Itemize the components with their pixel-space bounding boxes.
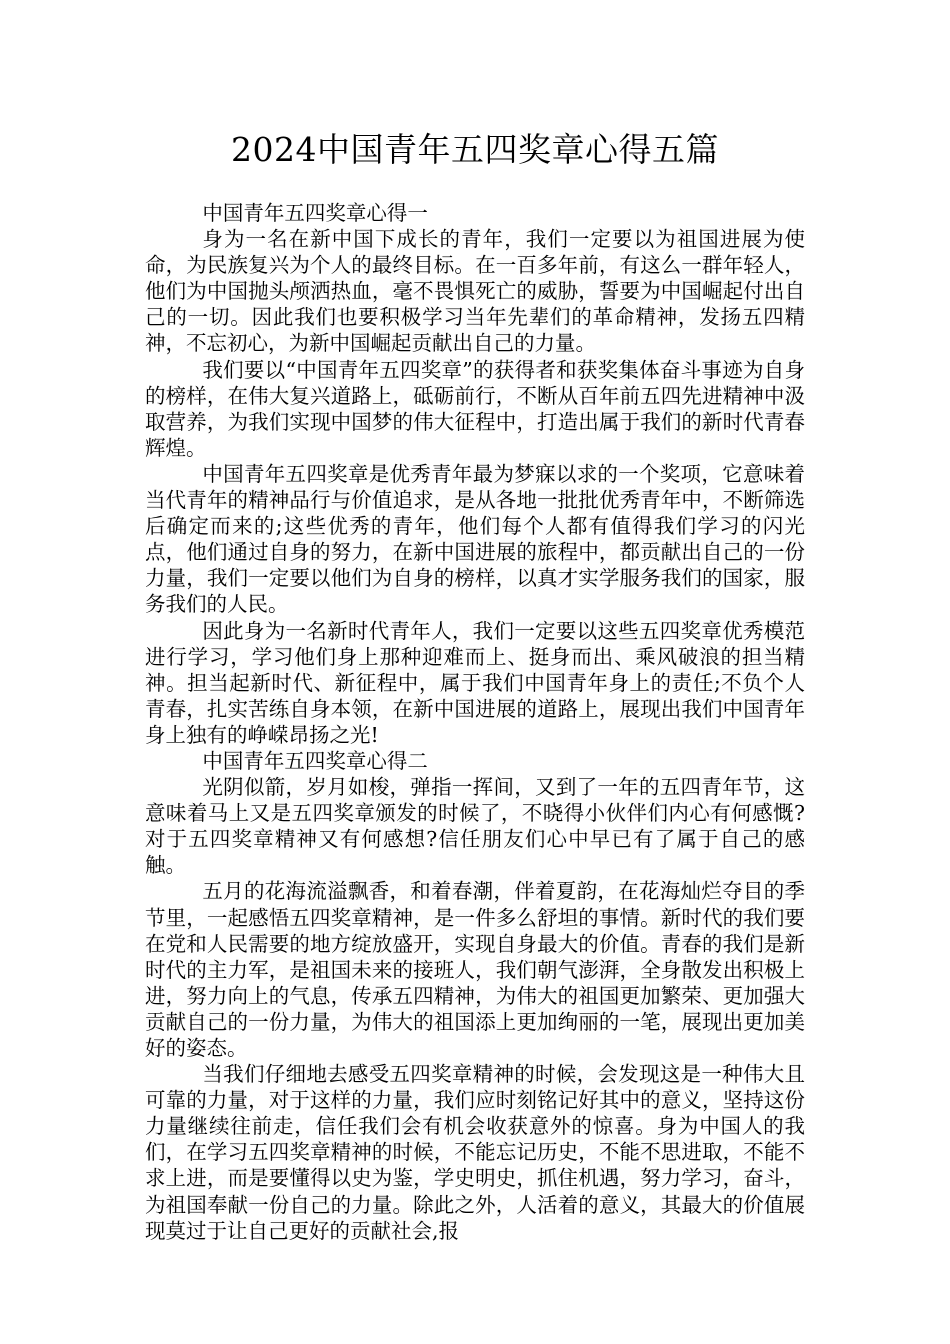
document-body (145, 200, 805, 1244)
paragraph: 当我们仔细地去感受五四奖章精神的时候，会发现这是一种伟大且可靠的力量，对于这样的力量，我们应时刻铭记好其中的意义，坚持这份力量继续往前走，信任我们会有机会收获意外的惊喜。身为中国人的我们，在学习五四奖章精神的时候，不能忘记历史，不能不思进取，不能不求上进，而是要懂得以史为鉴，学史明史，抓住机遇，努力学习，奋斗，为祖国奉献一份自己的力量。除此之外，人活着的意义，其最大的价值展现莫过于让自己更好的贡献社会,报 (145, 1062, 805, 1243)
paragraph: 身为一名在新中国下成长的青年，我们一定要以为祖国进展为使命，为民族复兴为个人的最终目标。在一百多年前，有这么一群年轻人，他们为中国抛头颅洒热血，毫不畏惧死亡的威胁，誓要为中国崛起付出自己的一切。因此我们也要积极学习当年先辈们的革命精神，发扬五四精神，不忘初心，为新中国崛起贡献出自己的力量。 (145, 227, 805, 356)
paragraph: 光阴似箭，岁月如梭，弹指一挥间，又到了一年的五四青年节，这意味着马上又是五四奖章颁发的时候了，不晓得小伙伴们内心有何感慨?对于五四奖章精神又有何感想?信任朋友们心中早已有了属于自己的感触。 (145, 775, 805, 878)
paragraph: 中国青年五四奖章是优秀青年最为梦寐以求的一个奖项，它意味着当代青年的精神品行与价值追求，是从各地一批批优秀青年中，不断筛选后确定而来的;这些优秀的青年，他们每个人都有值得我们学习的闪光点，他们通过自身的努力，在新中国进展的旅程中，都贡献出自己的一份力量，我们一定要以他们为自身的榜样，以真才实学服务我们的国家，服务我们的人民。 (145, 461, 805, 617)
document-title: 2024中国青年五四奖章心得五篇 (231, 130, 719, 169)
section-heading-1: 中国青年五四奖章心得一 (202, 201, 428, 225)
section-heading-2: 中国青年五四奖章心得二 (202, 748, 428, 773)
paragraph: 因此身为一名新时代青年人，我们一定要以这些五四奖章优秀模范进行学习，学习他们身上那种迎难而上、挺身而出、乘风破浪的担当精神。担当起新时代、新征程中，属于我们中国青年身上的责任;不负个人青春，扎实苦练自身本领，在新中国进展的道路上，展现出我们中国青年身上独有的峥嵘昂扬之光! (145, 618, 805, 747)
paragraph: 五月的花海流溢飘香，和着春潮，伴着夏韵，在花海灿烂夺目的季节里，一起感悟五四奖章精神，是一件多么舒坦的事情。新时代的我们要在党和人民需要的地方绽放盛开，实现自身最大的价值。青春的我们是新时代的主力军，是祖国未来的接班人，我们朝气澎湃，全身散发出积极上进，努力向上的气息，传承五四精神，为伟大的祖国更加繁荣、更加强大贡献自己的一份力量，为伟大的祖国添上更加绚丽的一笔，展现出更加美好的姿态。 (145, 879, 805, 1060)
paragraph: 我们要以“中国青年五四奖章”的获得者和获奖集体奋斗事迹为自身的榜样，在伟大复兴道路上，砥砺前行，不断从百年前五四先进精神中汲取营养，为我们实现中国梦的伟大征程中，打造出属于我们的新时代青春辉煌。 (145, 357, 805, 460)
